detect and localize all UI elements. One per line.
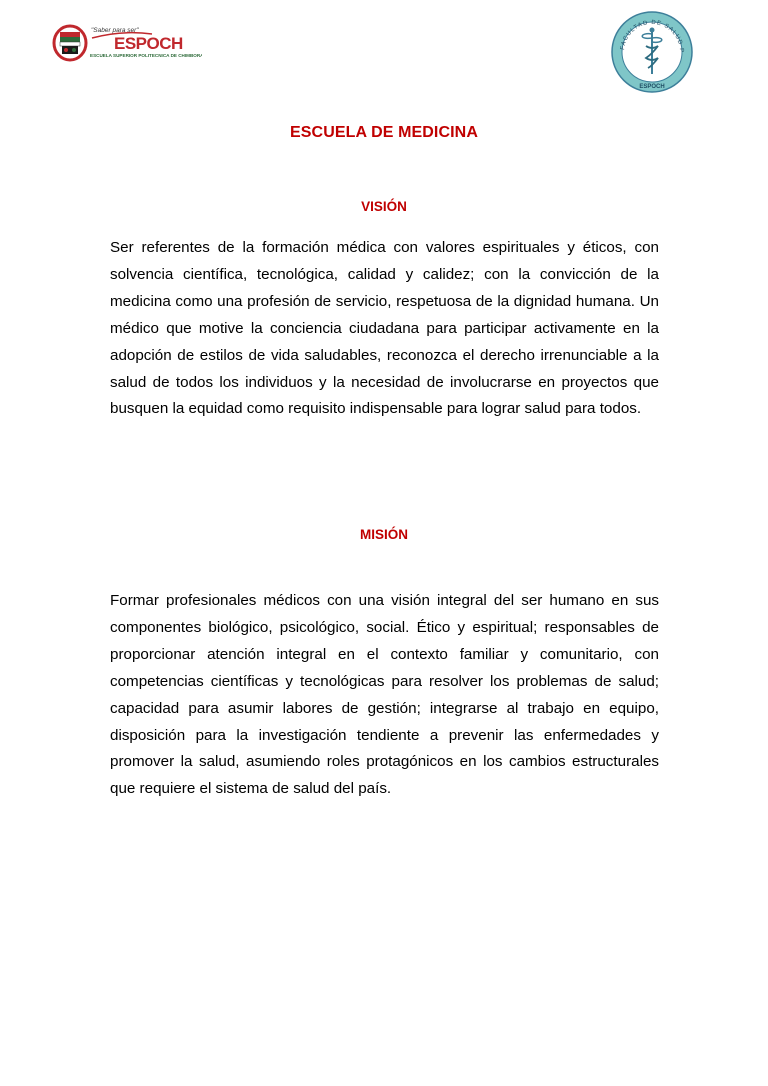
caduceus-seal-icon xyxy=(610,10,694,94)
mission-title: MISIÓN xyxy=(359,527,408,542)
mission-paragraph: Formar profesionales médicos con una visión integral del ser humano en sus componentes biológico, psicológico, social. Ético y espiritual; responsables de proporcionar atención integral en el contexto familiar y comunitario, con competencias científicas y tecnológicas para resolver los problemas de salud; capacidad para asumir labores de gestión; integrarse al trabajo en equipo, disposición para la investigación tendiente a prevenir las enfermedades y promover la salud, asumiendo roles protagónicos en los cambios estructurales que requiere el sistema de salud del país. xyxy=(110,592,659,798)
seal-bottom-text: ESPOCH xyxy=(639,84,665,90)
logo-institution: ESCUELA SUPERIOR POLITECNICA DE CHIMBORAZO xyxy=(90,53,202,58)
espoch-logo-icon xyxy=(52,22,202,64)
vision-paragraph: Ser referentes de la formación médica con valores espirituales y éticos, con solvencia científica, tecnológica, calidad y calidez; con la convicción de la medicina como una profesión de servicio, respetuosa de la dignidad humana. Un médico que motive la conciencia ciudadana para participar activamente en la adopción de estilos de vida saludables, reconozca el derecho irrenunciable a la salud de todos los individuos y la necesidad de involucrarse en proyectos que busquen la equidad como requisito indispensable para lograr salud para todos. xyxy=(110,239,659,418)
vision-title: VISIÓN xyxy=(361,199,407,214)
logo-acronym: ESPOCH xyxy=(114,34,183,53)
seal-ring-text: FACULTAD DE SALUD P xyxy=(620,19,685,54)
school-title: ESCUELA DE MEDICINA xyxy=(290,124,478,141)
logo-motto: "Saber para ser" xyxy=(91,27,139,34)
